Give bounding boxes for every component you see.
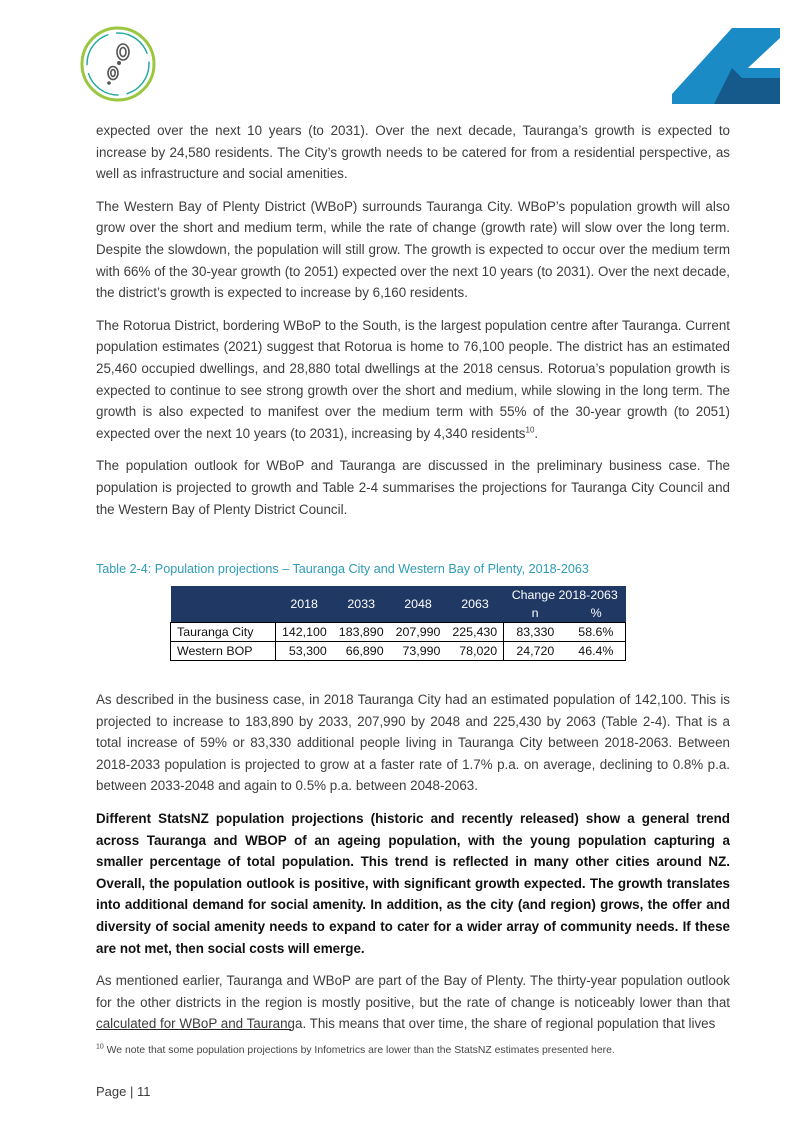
table-cell: 225,430	[446, 623, 503, 642]
population-projections-table	[170, 586, 626, 661]
table-cell: 73,990	[390, 642, 447, 661]
footnote	[96, 1045, 615, 1056]
page-number: Page | 11	[96, 1084, 151, 1099]
table-cell: 183,890	[333, 623, 390, 642]
paragraph-statsnz-trend: Different StatsNZ population projections (historic and recently released) show a general trend across Tauranga and WBOP of an ageing population, with the young population capturing a smaller percentage of total population. This trend is reflected in many other cities around NZ. Overall, the population outlook is positive, with significant growth expected. The growth translates into additional demand for social amenity. In addition, as the city (and region) grows, the offer and diversity of social amenity needs to expand to cater for a wider array of community needs. If these are not met, then social costs will emerge.	[96, 811, 730, 956]
paragraph-outlook: The population outlook for WBoP and Tauranga are discussed in the preliminary business case. The population is projected to growth and Table 2-4 summarises the projections for Tauranga City Council and the Western Bay of Plenty District Council.	[96, 458, 730, 517]
row-label: Tauranga City	[171, 623, 276, 642]
paragraph-rotorua-text: The Rotorua District, bordering WBoP to the South, is the largest population centre after Tauranga. Current population estimates (2021) suggest that Rotorua is home to 76,100 people. The district has an estimated 25,460 occupied dwellings, and 28,880 total dwellings at the 2018 census. Rotorua’s population growth is expected to continue to see strong growth over the short and medium, while slowing in the long term. The growth is also expected to manifest over the medium term with 55% of the 30-year growth (to 2051) expected over the next 10 years (to 2031), increasing by 4,340 residents	[96, 317, 730, 441]
table-cell-change-n: 24,720	[504, 642, 567, 661]
paragraph-wbop: The Western Bay of Plenty District (WBoP) surrounds Tauranga City. WBoP’s population growth will also grow over the short and medium term, while the rate of change (growth rate) will slow over the long term. Despite the slowdown, the population will still grow. The growth is expected to occur over the medium term with 66% of the 30-year growth (to 2051) expected over the next 10 years (to 2031). Over the next decade, the district’s growth is expected to increase by 6,160 residents.	[96, 198, 730, 301]
table-row	[171, 642, 626, 661]
paragraph-tauranga-growth: expected over the next 10 years (to 2031). Over the next decade, Tauranga’s growth is expected to increase by 24,580 residents. The City’s growth needs to be catered for from a residential perspective, as well as infrastructure and social amenities.	[96, 123, 730, 182]
table-header-year: 2018	[276, 586, 333, 623]
paragraph-rotorua-end: .	[534, 425, 539, 441]
table-row	[171, 623, 626, 642]
table-caption: Table 2-4: Population projections – Tauranga City and Western Bay of Plenty, 2018-2063	[96, 562, 589, 577]
table-cell-change-pct: 58.6%	[566, 623, 625, 642]
footnote-divider	[96, 1029, 291, 1030]
table-header-year: 2033	[333, 586, 390, 623]
table-cell: 53,300	[276, 642, 333, 661]
footnote-text: We note that some population projections by Infometrics are lower than the StatsNZ estimates presented here.	[103, 1045, 615, 1056]
table-header-n: n	[504, 604, 567, 623]
paragraph-rotorua	[96, 315, 730, 445]
table-header-pct: %	[566, 604, 625, 623]
circular-footprint-logo-icon	[78, 24, 158, 104]
table-header-year: 2063	[446, 586, 503, 623]
footnote-number: 10	[96, 1043, 104, 1051]
table-cell: 142,100	[276, 623, 333, 642]
row-label: Western BOP	[171, 642, 276, 661]
table-cell: 207,990	[390, 623, 447, 642]
table-header-year: 2048	[390, 586, 447, 623]
table-cell-change-pct: 46.4%	[566, 642, 625, 661]
footnote-ref[interactable]: 10	[525, 425, 535, 435]
blue-chevron-logo-icon	[672, 28, 780, 104]
table-cell: 66,890	[333, 642, 390, 661]
table-cell-change-n: 83,330	[504, 623, 567, 642]
table-cell: 78,020	[446, 642, 503, 661]
paragraph-regional-outlook: As mentioned earlier, Tauranga and WBoP are part of the Bay of Plenty. The thirty-year population outlook for the other districts in the region is mostly positive, but the rate of change is noticeably lower than that calculated for WBoP and Tauranga. This means that over time, the share of regional population that lives	[96, 973, 730, 1032]
table-header-blank	[171, 586, 276, 623]
document-body	[96, 120, 730, 1046]
paragraph-business-case: As described in the business case, in 2018 Tauranga City had an estimated population of 142,100. This is projected to increase to 183,890 by 2033, 207,990 by 2048 and 225,430 by 2063 (Table 2-4). That is a total increase of 59% or 83,330 additional people living in Tauranga City between 2018-2063. Between 2018-2033 population is projected to grow at a faster rate of 1.7% p.a. on average, declining to 0.8% p.a. between 2033-2048 and again to 0.5% p.a. between 2048-2063.	[96, 692, 730, 794]
table-header-change: Change 2018-2063	[504, 586, 626, 604]
